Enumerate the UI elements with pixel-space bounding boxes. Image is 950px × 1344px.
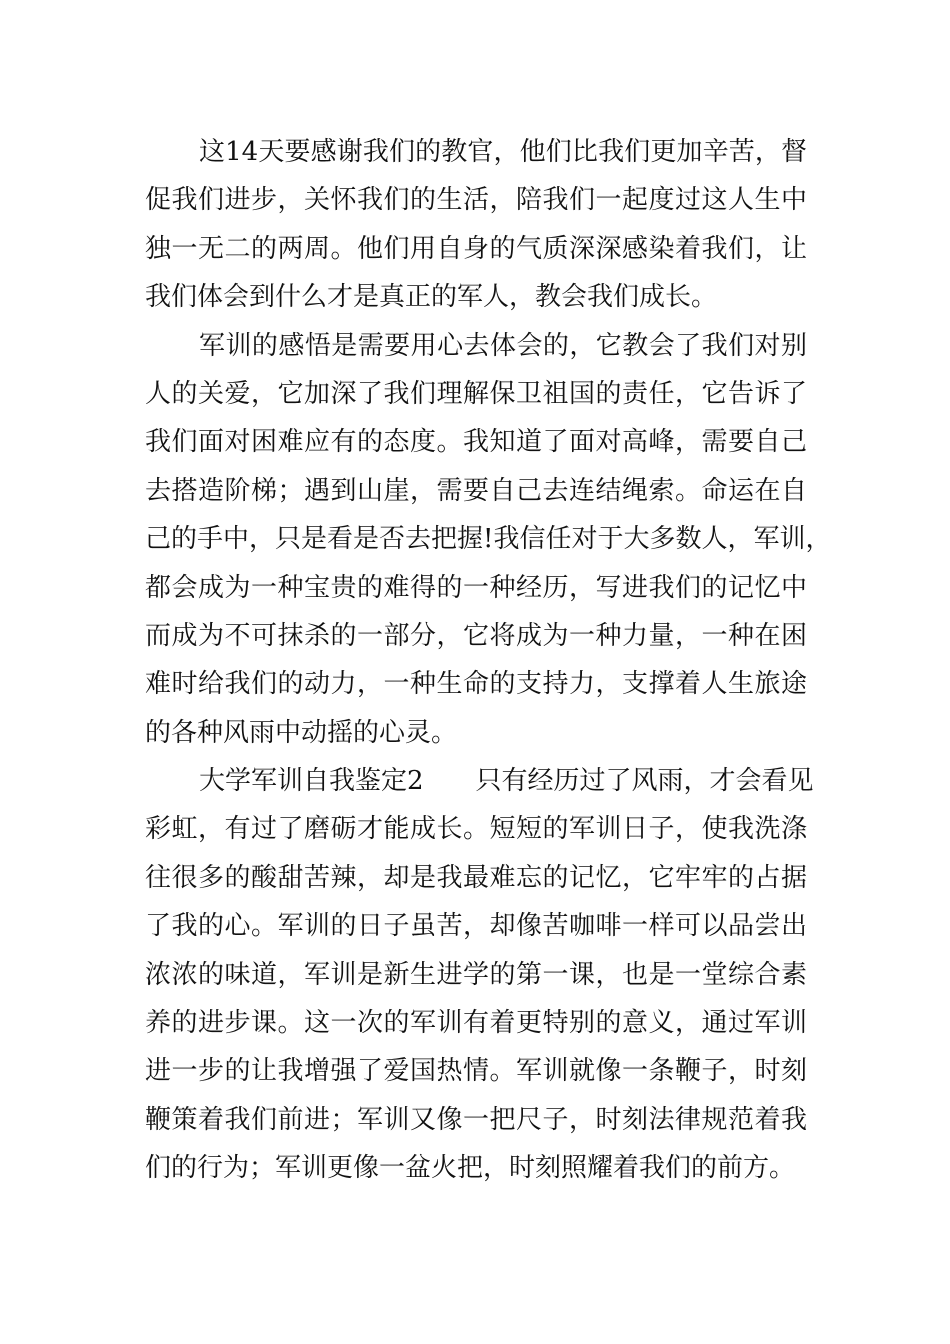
paragraph-line: 而成为不可抹杀的一部分，它将成为一种力量，一种在困 xyxy=(145,620,807,651)
paragraph-line: 促我们进步，关怀我们的生活，陪我们一起度过这人生中 xyxy=(145,185,807,216)
paragraph-line: 都会成为一种宝贵的难得的一种经历，写进我们的记忆中 xyxy=(145,572,807,603)
paragraph-line: 人的关爱，它加深了我们理解保卫祖国的责任，它告诉了 xyxy=(145,378,807,409)
paragraph-line: 彩虹，有过了磨砺才能成长。短短的军训日子，使我洗涤 xyxy=(145,814,807,845)
paragraph-line: 的各种风雨中动摇的心灵。 xyxy=(145,717,458,748)
paragraph-line: 进一步的让我增强了爱国热情。军训就像一条鞭子，时刻 xyxy=(145,1056,807,1087)
paragraph-line: 军训的感悟是需要用心去体会的，它教会了我们对别 xyxy=(199,330,807,361)
paragraph-line: 们的行为；军训更像一盆火把，时刻照耀着我们的前方。 xyxy=(145,1153,796,1184)
paragraph-line: 我们面对困难应有的态度。我知道了面对高峰，需要自己 xyxy=(145,427,807,458)
paragraph-line: 我们体会到什么才是真正的军人，教会我们成长。 xyxy=(145,282,718,313)
paragraph-line: 大学军训自我鉴定2 只有经历过了风雨，才会看见 xyxy=(199,766,814,797)
paragraph-line: 养的进步课。这一次的军训有着更特别的意义，通过军训 xyxy=(145,1008,807,1039)
paragraph-line: 独一无二的两周。他们用自身的气质深深感染着我们，让 xyxy=(145,233,807,264)
paragraph-line: 己的手中，只是看是否去把握!我信任对于大多数人，军训， xyxy=(145,524,832,555)
paragraph-line: 难时给我们的动力，一种生命的支持力，支撑着人生旅途 xyxy=(145,669,807,700)
paragraph-line: 鞭策着我们前进；军训又像一把尺子，时刻法律规范着我 xyxy=(145,1104,807,1135)
paragraph-line: 浓浓的味道，军训是新生进学的第一课，也是一堂综合素 xyxy=(145,959,807,990)
paragraph-line: 往很多的酸甜苦辣，却是我最难忘的记忆，它牢牢的占据 xyxy=(145,862,807,893)
paragraph-line: 了我的心。军训的日子虽苦，却像苦咖啡一样可以品尝出 xyxy=(145,911,807,942)
document-body xyxy=(145,128,832,1193)
paragraph-line: 这14天要感谢我们的教官，他们比我们更加辛苦，督 xyxy=(199,137,807,167)
paragraph-line: 去搭造阶梯；遇到山崖，需要自己去连结绳索。命运在自 xyxy=(145,475,807,506)
